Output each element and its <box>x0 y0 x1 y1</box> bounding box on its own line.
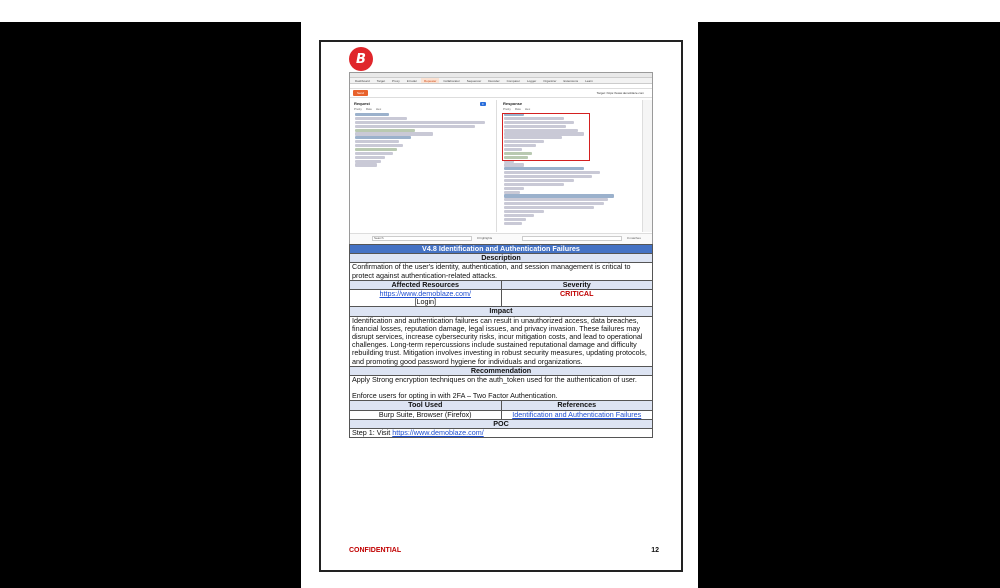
code-line <box>355 136 411 139</box>
code-line <box>355 113 389 116</box>
burp-tab: Collaborator <box>443 79 460 83</box>
code-line <box>355 163 377 166</box>
description-heading: Description <box>350 254 653 263</box>
code-line <box>355 160 381 163</box>
inspector-sidebar <box>642 100 652 232</box>
recommendation-item-1: Apply Strong encryption techniques on the auth_token used for the authentication of user. <box>352 375 637 385</box>
affected-resource-sub: [Login] <box>414 297 437 307</box>
code-line <box>504 222 522 225</box>
code-line <box>504 214 534 217</box>
view-tab: Pretty <box>354 107 362 111</box>
inspector-badge: ≡ <box>482 102 484 106</box>
code-line <box>355 140 399 143</box>
code-line <box>355 144 403 147</box>
response-title: Response <box>503 101 523 106</box>
description-text: Confirmation of the user's identity, authentication, and session management is critical to protect against authentication-related attacks. <box>350 263 653 280</box>
confidential-label: CONFIDENTIAL <box>349 547 402 554</box>
severity-heading: Severity <box>501 280 653 289</box>
search-field <box>372 236 472 241</box>
references-cell <box>501 410 653 419</box>
target-label: Target: https://www.demoblaze.com <box>596 91 644 95</box>
code-line <box>355 148 397 151</box>
code-line <box>355 129 415 132</box>
code-line <box>504 167 584 170</box>
vulnerability-title: V4.8 Identification and Authentication Failures <box>350 245 653 254</box>
burp-tab: Target <box>376 79 386 83</box>
recommendation-heading: Recommendation <box>350 366 653 375</box>
code-line <box>504 191 520 194</box>
code-line <box>504 163 524 166</box>
tool-used-value: Burp Suite, Browser (Firefox) <box>350 410 502 419</box>
code-line <box>504 206 594 209</box>
burp-tab: Sequencer <box>466 79 482 83</box>
impact-text: Identification and authentication failures can result in unauthorized access, data breaches, financial losses, reputation damage, legal issues, and privacy invasion. These failures may disrupt services, increase cybersecurity risks, incur mitigation costs, and lead to operational challenges. Long-term repercussions include sustained reputational damage and difficulty rebuilding trust. Mitigation involves investing in robust security measures, updating protocols, and promoting good password hygiene for individuals and organizations. <box>350 316 653 366</box>
code-line <box>355 156 385 159</box>
code-line <box>504 179 574 182</box>
affected-resource-link[interactable]: https://www.demoblaze.com/ <box>379 289 471 299</box>
view-tab: Hex <box>375 107 382 111</box>
left-matches: 0 highlights <box>477 236 493 240</box>
vulnerability-table <box>349 244 653 438</box>
highlighted-headers-box <box>502 113 590 161</box>
code-line <box>504 198 608 201</box>
code-line <box>504 218 526 221</box>
severity-value: CRITICAL <box>501 290 653 307</box>
code-line <box>504 175 592 178</box>
response-pane <box>501 100 641 232</box>
reference-link[interactable]: Identification and Authentication Failures <box>512 409 642 419</box>
code-line <box>504 171 600 174</box>
code-line <box>355 121 485 124</box>
response-view-tabs <box>501 107 641 111</box>
send-button: Send <box>353 90 368 96</box>
code-line <box>504 183 564 186</box>
search-placeholder: Search <box>374 236 384 240</box>
burp-tab: Dashboard <box>355 79 370 83</box>
code-line <box>504 202 604 205</box>
right-matches: 0 matches <box>627 236 641 240</box>
view-tab: Hex <box>524 107 531 111</box>
poc-step-link[interactable]: https://www.demoblaze.com/ <box>392 428 484 438</box>
repeater-toolbar <box>350 89 652 98</box>
burp-tab: Learn <box>585 79 593 83</box>
code-line <box>355 125 475 128</box>
impact-heading: Impact <box>350 307 653 316</box>
page-number: 12 <box>651 547 659 554</box>
burp-tab: Organizer <box>543 79 557 83</box>
code-line <box>504 210 544 213</box>
view-tab: Raw <box>514 107 521 111</box>
response-search-field <box>522 236 622 241</box>
view-tab: Raw <box>365 107 372 111</box>
recommendation-cell <box>350 376 653 401</box>
company-logo: B <box>349 47 373 71</box>
code-line <box>355 152 393 155</box>
burp-tab: Comparer <box>506 79 520 83</box>
burp-tab: Repeater <box>421 78 439 83</box>
top-margin <box>0 0 1000 22</box>
references-heading: References <box>501 401 653 410</box>
screenshot-footer <box>350 233 652 244</box>
recommendation-item-2: Enforce users for opting in with 2FA – Two Factor Authentication. <box>352 391 558 401</box>
affected-resources-heading: Affected Resources <box>350 280 502 289</box>
burp-tab: Logger <box>526 79 537 83</box>
request-code <box>352 113 496 167</box>
request-title: Request <box>354 101 370 106</box>
poc-heading: POC <box>350 419 653 428</box>
poc-step-prefix: Step 1: Visit <box>352 428 393 438</box>
code-line <box>504 187 524 190</box>
burp-tab: Proxy <box>392 79 400 83</box>
code-line <box>355 117 407 120</box>
burp-tab: Intruder <box>406 79 418 83</box>
code-line <box>355 132 433 135</box>
request-view-tabs <box>352 107 496 111</box>
affected-resources-cell <box>350 290 502 307</box>
page-frame <box>319 40 683 572</box>
burp-tab: Extensions <box>563 79 579 83</box>
tool-used-heading: Tool Used <box>350 401 502 410</box>
view-tab: Pretty <box>503 107 511 111</box>
burp-suite-screenshot <box>349 72 653 245</box>
code-line <box>504 194 614 197</box>
poc-step-1 <box>350 429 653 438</box>
burp-tab: Decoder <box>488 79 500 83</box>
request-pane <box>352 100 497 232</box>
